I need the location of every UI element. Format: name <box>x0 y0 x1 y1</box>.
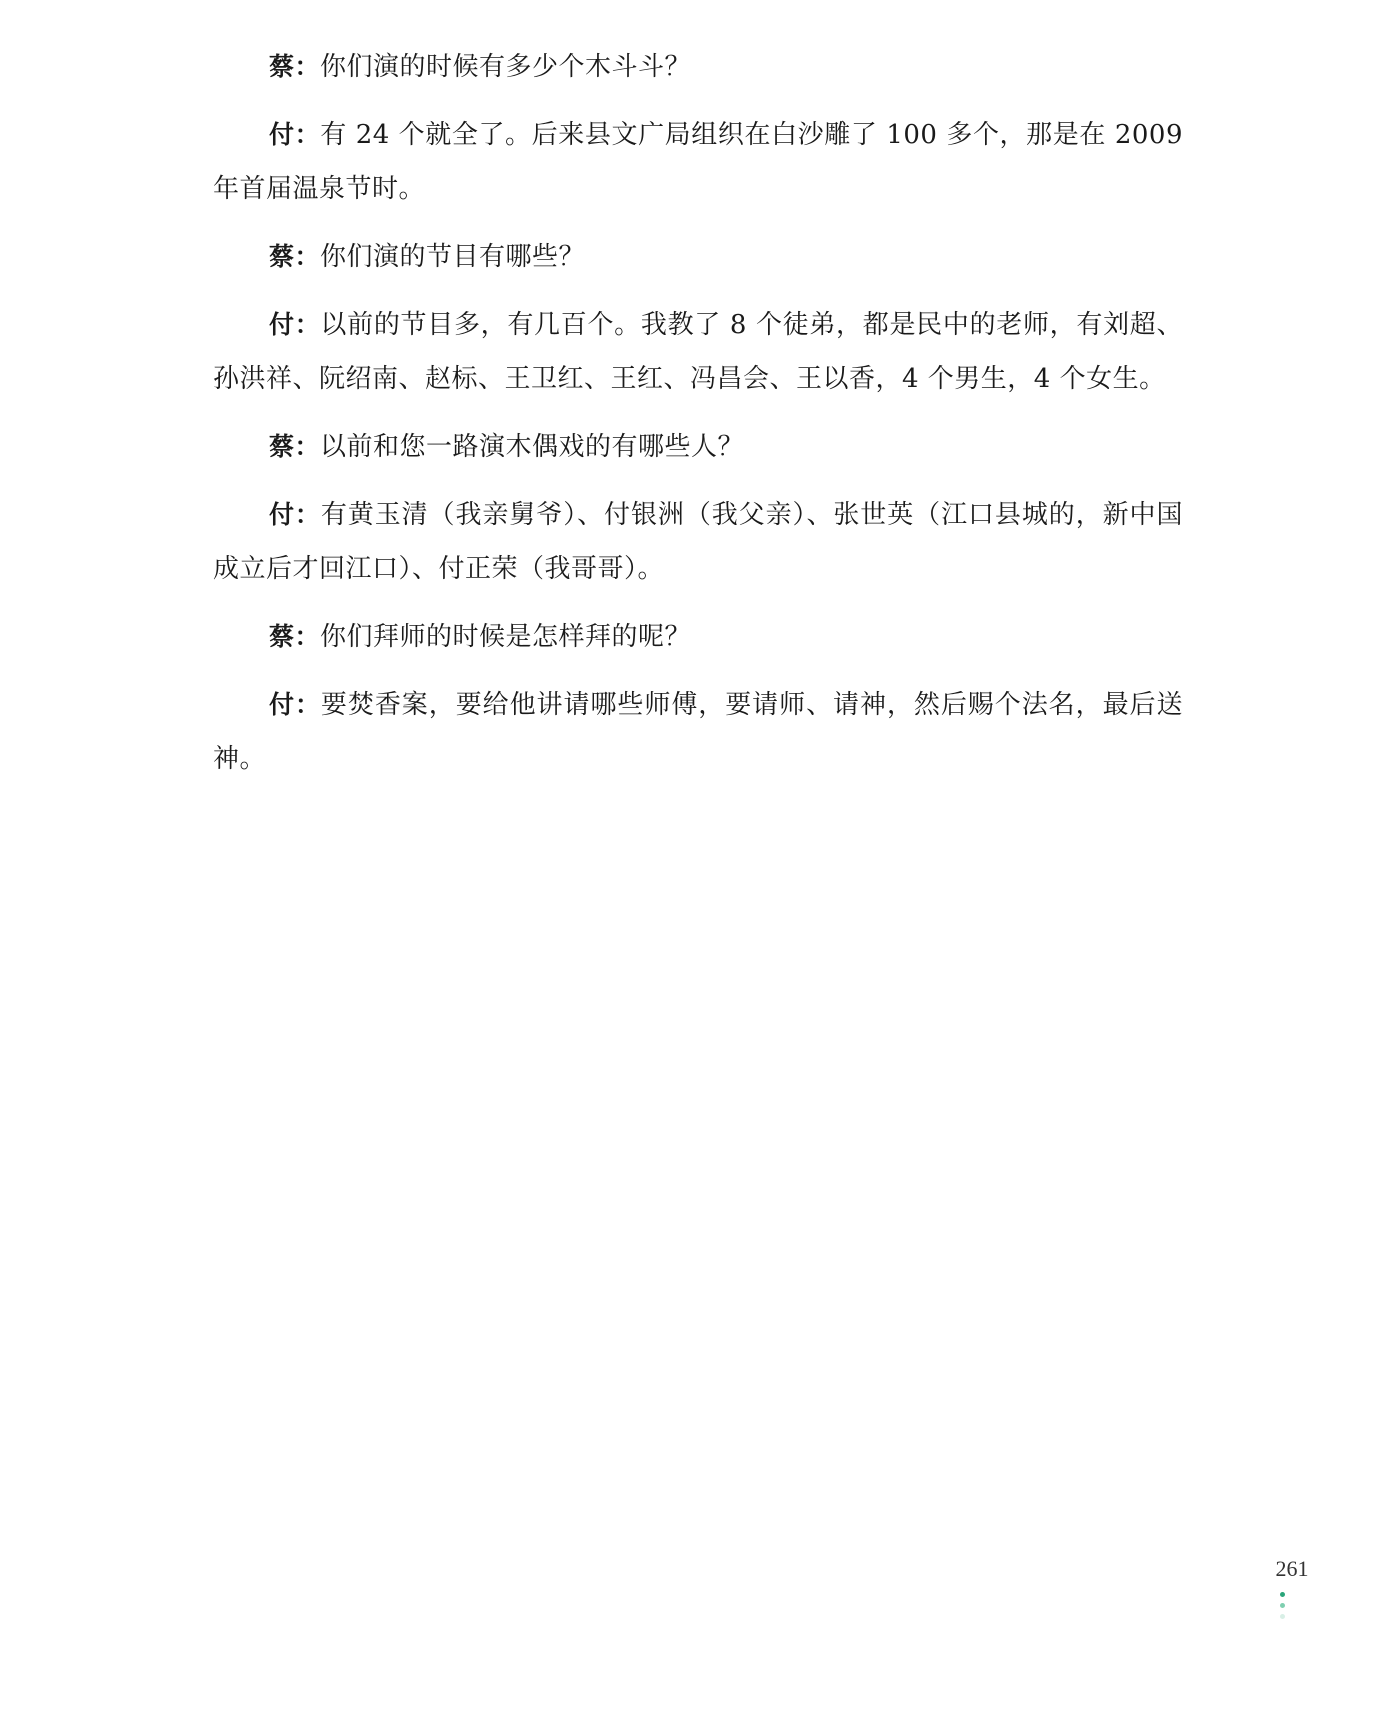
speaker-label: 付： <box>269 690 321 719</box>
line-text: 你们演的节目有哪些？ <box>320 242 586 272</box>
speaker-label: 付： <box>269 500 321 529</box>
speaker-label: 蔡： <box>269 242 321 271</box>
speaker-label: 付： <box>269 310 321 339</box>
dialogue-line <box>213 488 1183 596</box>
line-text: 有 24 个就全了。后来县文广局组织在白沙雕了 100 多个，那是在 2009 年首届温泉节时。 <box>213 120 1183 204</box>
dialogue-line <box>213 230 1183 284</box>
speaker-label: 付： <box>269 120 321 149</box>
decoration-dot <box>1280 1603 1285 1608</box>
dialogue-body <box>213 40 1183 800</box>
dialogue-line <box>213 678 1183 786</box>
speaker-label: 蔡： <box>269 52 321 81</box>
dialogue-line <box>213 610 1183 664</box>
dialogue-line <box>213 40 1183 94</box>
speaker-label: 蔡： <box>269 432 321 461</box>
line-text: 你们演的时候有多少个木斗斗？ <box>320 52 692 82</box>
dialogue-line <box>213 420 1183 474</box>
dialogue-line <box>213 108 1183 216</box>
line-text: 你们拜师的时候是怎样拜的呢？ <box>320 622 692 652</box>
page-decoration-dots <box>1276 1592 1288 1625</box>
line-text: 有黄玉清（我亲舅爷）、付银洲（我父亲）、张世英（江口县城的，新中国成立后才回江口）、付正荣（我哥哥）。 <box>213 500 1183 584</box>
line-text: 要焚香案，要给他讲请哪些师傅，要请师、请神，然后赐个法名，最后送神。 <box>213 690 1183 774</box>
line-text: 以前和您一路演木偶戏的有哪些人？ <box>320 432 745 462</box>
speaker-label: 蔡： <box>269 622 321 651</box>
dialogue-line <box>213 298 1183 406</box>
page-number: 261 <box>1275 1556 1309 1581</box>
decoration-dot <box>1280 1614 1285 1619</box>
line-text: 以前的节目多，有几百个。我教了 8 个徒弟，都是民中的老师，有刘超、孙洪祥、阮绍南、赵标、王卫红、王红、冯昌会、王以香，4 个男生，4 个女生。 <box>213 310 1183 394</box>
decoration-dot <box>1280 1592 1285 1597</box>
